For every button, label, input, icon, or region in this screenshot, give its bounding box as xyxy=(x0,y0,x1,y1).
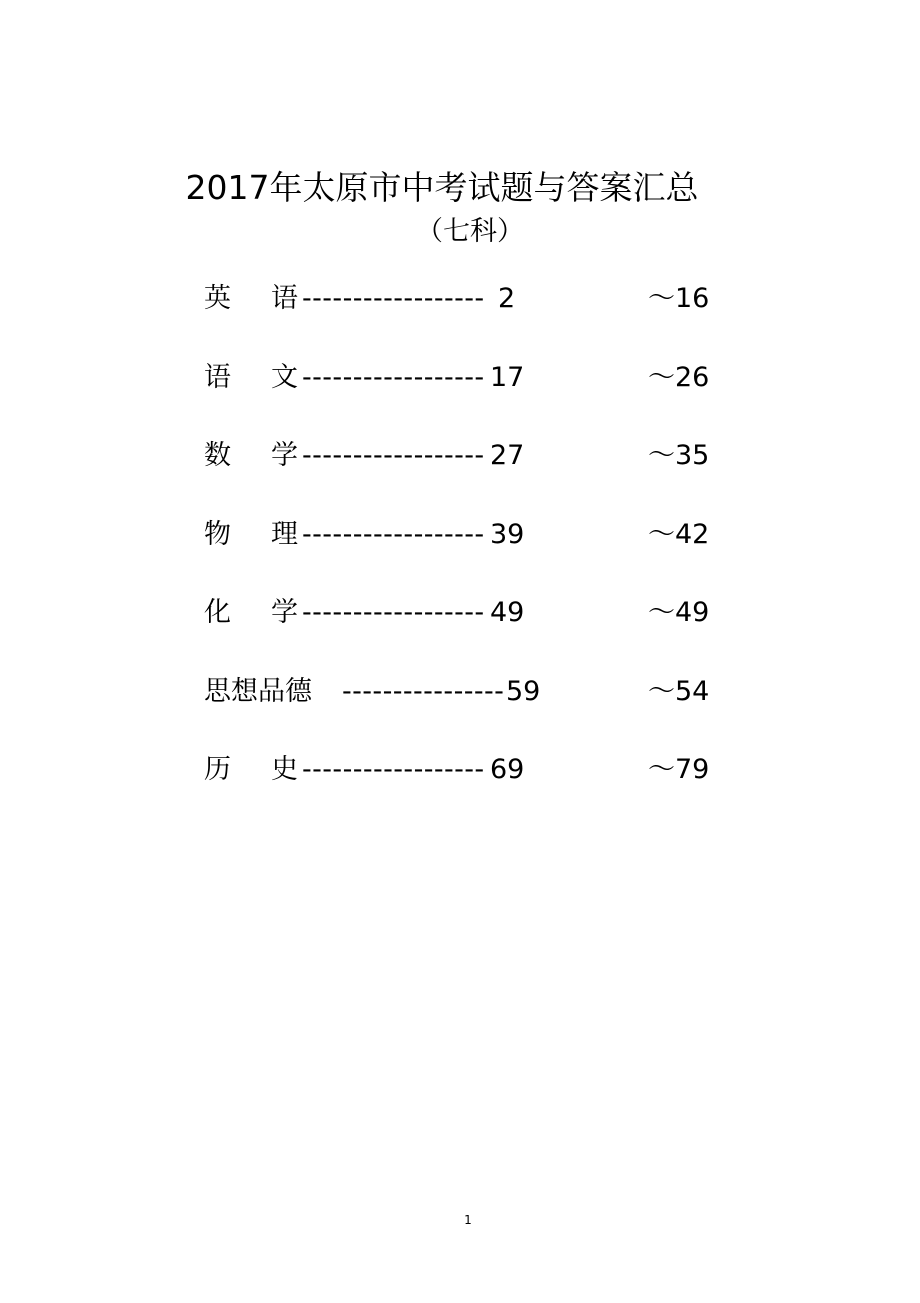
toc-start-page: 17 xyxy=(490,361,525,393)
toc-leader: ------------------ xyxy=(302,754,485,785)
toc-end-page: ～35 xyxy=(648,440,710,471)
toc-start-page: 59 xyxy=(506,675,541,707)
toc-leader: ------------------ xyxy=(302,518,485,550)
toc-subject: 化 学 xyxy=(204,597,298,628)
toc-subject: 数 学 xyxy=(204,440,298,471)
toc-leader: ------------------ xyxy=(302,361,485,393)
toc-end-page: ～16 xyxy=(648,283,710,314)
toc-end-page: ～49 xyxy=(648,597,710,628)
toc-end-page: ～79 xyxy=(648,754,710,785)
table-of-contents xyxy=(204,280,744,830)
toc-start-page: 27 xyxy=(490,440,525,471)
toc-end-page: ～54 xyxy=(648,675,710,707)
toc-subject: 历 史 xyxy=(204,754,298,785)
toc-subject: 物 理 xyxy=(204,518,298,550)
toc-leader: ------------------ xyxy=(302,440,485,471)
toc-start-page: 2 xyxy=(498,283,516,314)
toc-start-page: 49 xyxy=(490,597,525,628)
toc-row-chinese xyxy=(204,359,744,438)
toc-row-history xyxy=(204,751,744,830)
toc-subject: 思想品德 xyxy=(204,675,312,707)
toc-start-page: 39 xyxy=(490,518,525,550)
toc-leader: ------------------ xyxy=(302,597,485,628)
toc-row-math xyxy=(204,437,744,516)
toc-start-page: 69 xyxy=(490,754,525,785)
toc-end-page: ～26 xyxy=(648,361,710,393)
toc-leader: ---------------- xyxy=(342,675,505,707)
toc-row-morality xyxy=(204,673,744,752)
document-subtitle: （七科） xyxy=(416,216,524,247)
toc-row-physics xyxy=(204,516,744,595)
toc-leader: ------------------ xyxy=(302,283,485,314)
toc-row-english xyxy=(204,280,744,359)
page-number: 1 xyxy=(464,1213,472,1227)
document-title: 2017年太原市中考试题与答案汇总 xyxy=(185,168,699,207)
toc-subject: 语 文 xyxy=(204,361,298,393)
toc-end-page: ～42 xyxy=(648,518,710,550)
toc-subject: 英 语 xyxy=(204,283,298,314)
toc-row-chemistry xyxy=(204,594,744,673)
